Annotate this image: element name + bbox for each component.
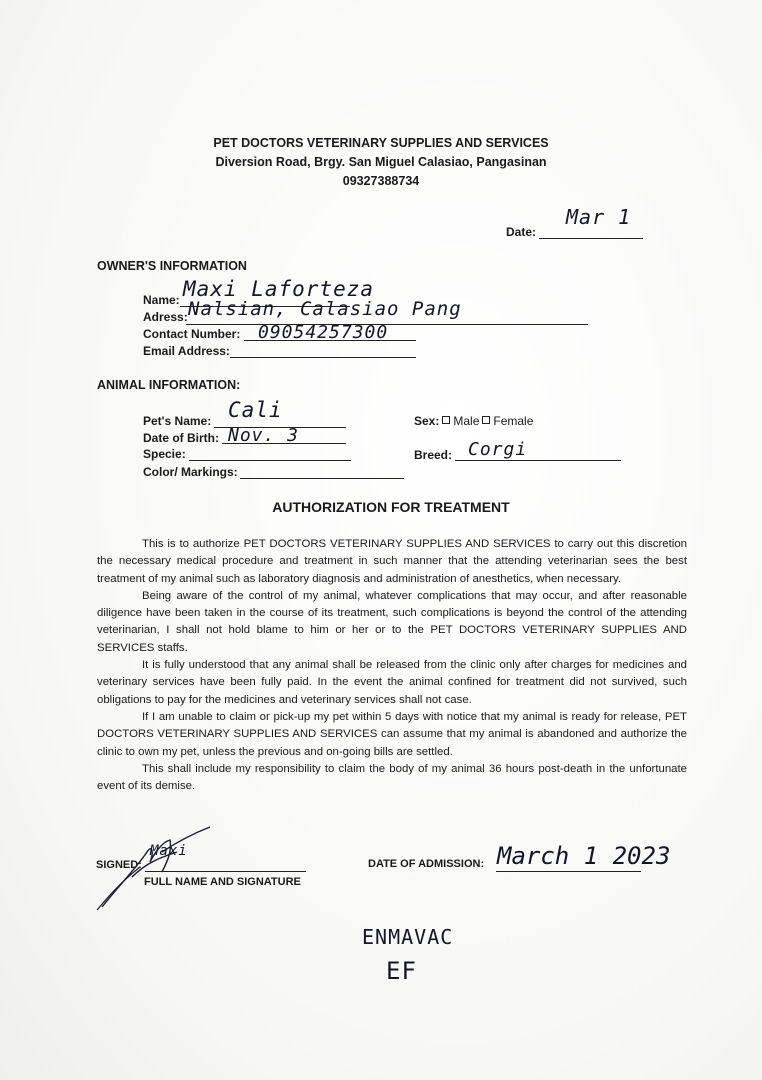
authorization-paragraph: It is fully understood that any animal shall be released from the clinic only after charges for medicines and veterinary services have been fully paid. In the event the animal confined for treatment did not survived, such obligations to pay for the medicines and veterinary services shall not case. <box>97 659 687 706</box>
admission-value: March 1 2023 <box>497 842 671 870</box>
authorization-paragraph: This is to authorize PET DOCTORS VETERINARY SUPPLIES AND SERVICES to carry out this discretion the necessary medical procedure and treatment in such manner that the attending veterinarian sees the best treatment of my animal such as laboratory diagnosis and administration of anesthetics, when necessary. <box>97 538 687 585</box>
dob-value: Nov. 3 <box>228 425 300 446</box>
owner-contact-label: Contact Number: <box>143 327 241 341</box>
color-label: Color/ Markings: <box>143 465 238 479</box>
male-option-label: Male <box>453 414 480 428</box>
sex-label: Sex: <box>414 414 440 428</box>
owner-address-value: Nalsian, Calasiao Pang <box>188 298 462 320</box>
pet-name-label: Pet's Name: <box>143 414 212 428</box>
date-of-admission-label: DATE OF ADMISSION: <box>368 858 485 870</box>
owner-email-label: Email Address: <box>143 344 230 358</box>
breed-value: Corgi <box>468 439 528 460</box>
date-label: Date: <box>506 225 537 239</box>
color-line <box>240 478 404 479</box>
owner-name-label: Name: <box>143 293 180 307</box>
female-option-label: Female <box>493 414 534 428</box>
handwritten-note-line2: EF <box>386 957 417 985</box>
owner-email-line <box>230 357 416 358</box>
breed-line <box>455 460 621 461</box>
date-line <box>539 238 643 239</box>
owner-section-title: OWNER'S INFORMATION <box>97 259 247 273</box>
business-name: PET DOCTORS VETERINARY SUPPLIES AND SERVICES <box>213 136 549 150</box>
authorization-paragraph: This shall include my responsibility to claim the body of my animal 36 hours post-death in the unfortunate event of its demise. <box>97 762 687 793</box>
authorization-paragraph: Being aware of the control of my animal, whatever complications that may occur, and after reasonable diligence have been taken in the course of its treatment, such complications is beyond the control of the attending veterinarian, I shall not hold blame to him or her or to the PET DOCTORS VETERINARY SUPPLIES AND SERVICES staffs. <box>97 589 687 654</box>
pet-name-value: Cali <box>228 398 283 422</box>
owner-address-label: Adress: <box>143 310 188 324</box>
business-address: Diversion Road, Brgy. San Miguel Calasiao, Pangasinan <box>215 155 547 169</box>
authorization-paragraph: If I am unable to claim or pick-up my pet within 5 days with notice that my animal is ready for release, PET DOCTORS VETERINARY SUPPLIES AND SERVICES can assume that my animal is abandoned and authorize the clinic to own my pet, unless the previous and on-going bills are settled. <box>97 710 687 758</box>
sex-field <box>414 414 533 428</box>
handwritten-note-line1: ENMAVAC <box>362 925 454 949</box>
admission-line <box>496 871 641 872</box>
female-checkbox[interactable] <box>482 416 490 424</box>
owner-name-value: Maxi Laforteza <box>183 277 375 301</box>
signature-text: Maxi <box>150 843 188 859</box>
authorization-body <box>97 536 687 795</box>
authorization-title: AUTHORIZATION FOR TREATMENT <box>272 499 510 515</box>
male-checkbox[interactable] <box>442 416 450 424</box>
animal-section-title: ANIMAL INFORMATION: <box>97 378 241 392</box>
owner-contact-value: 09054257300 <box>258 322 389 343</box>
business-phone: 09327388734 <box>342 174 420 188</box>
owner-signature-scribble <box>92 822 222 914</box>
date-handwritten: Mar 1 <box>566 205 632 229</box>
dob-label: Date of Birth: <box>143 431 219 445</box>
breed-label: Breed: <box>414 448 453 462</box>
specie-line <box>189 460 351 461</box>
specie-label: Specie: <box>143 447 186 461</box>
full-name-label: FULL NAME AND SIGNATURE <box>144 876 301 888</box>
signed-label: SIGNED: <box>96 859 142 871</box>
